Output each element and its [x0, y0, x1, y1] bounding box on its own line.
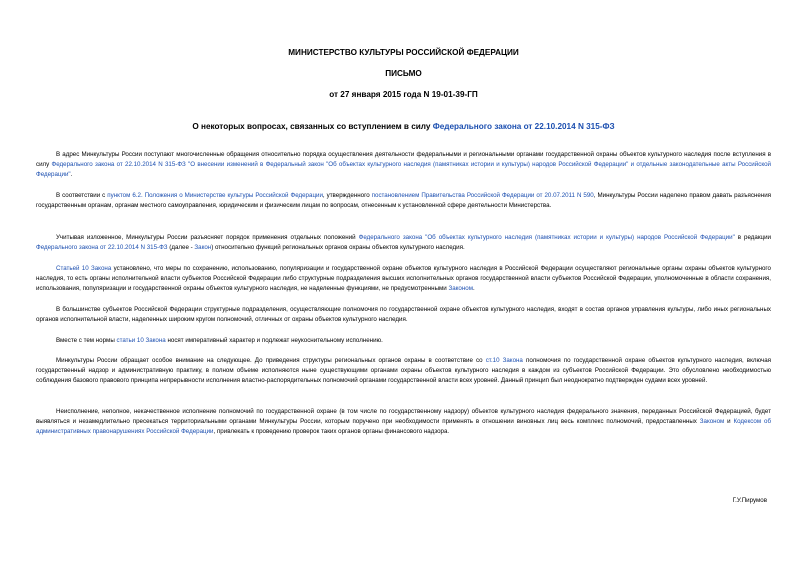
signature: Г.У.Пирумов	[732, 497, 767, 504]
paragraph-text: .	[472, 285, 475, 292]
paragraph-text: Учитывая изложенное, Минкультуры России разъясняет порядок применения отдельных положений	[56, 234, 359, 241]
paragraph-text: (далее -	[167, 244, 195, 251]
paragraph-text: Минкультуры России обращает особое внимание на следующее. До приведения структуры региональных органов охраны в соответствие со	[56, 357, 486, 364]
law-reference-link[interactable]: Кодексом об административных правонарушениях Российской Федерации	[36, 418, 771, 435]
paragraph-text: полномочия по государственной охране объектов культурного наследия, включая государственный надзор и административную практику, в полном объеме исполняются ныне существующими органами охраны объектов культурного наследия в каждом из субъектов Российской Федерации. Это обусловлено необходимостью соблюдения базового правового принципа непрерывности исполнения властно-распорядительных полномочий органами государственной власти всех уровней. Данный принцип был неоднократно подтвержден судами всех уровней.	[36, 357, 772, 384]
paragraph-8	[36, 407, 771, 437]
paragraph-text: , Минкультуры России наделено правом давать разъяснения государственным органам, органам местного самоуправления, юридическим и физическим лицам по вопросам, отнесенным к установленной сфере деятельности Министерства.	[36, 192, 772, 209]
paragraph-2	[36, 191, 771, 211]
law-reference-link[interactable]: Закон	[194, 244, 212, 251]
paragraph-text: и	[724, 418, 734, 425]
law-reference-link[interactable]: Законом	[699, 418, 725, 425]
paragraph-text: В большинстве субъектов Российской Федерации структурные подразделения, осуществляющие полномочия по государственной охране объектов культурного наследия, входят в состав органов управления культуры, либо иных региональных органов исполнительной власти, наделенных широким кругом полномочий, отличных от охраны объектов культурного наследия.	[36, 306, 771, 323]
paragraph-text: .	[70, 171, 73, 178]
paragraph-text: , утвержденного	[322, 192, 372, 199]
paragraph-3	[36, 233, 771, 253]
paragraph-1	[36, 150, 771, 180]
paragraph-text: носят императивный характер и подлежат неукоснительному исполнению.	[165, 337, 383, 344]
paragraph-text: , привлекать к проведению проверок таких органов органы финансового надзора.	[213, 428, 450, 435]
law-reference-link[interactable]: пунктом 6.2. Положения о Министерстве культуры Российской Федерации	[107, 192, 323, 199]
paragraph-text: установлено, что меры по сохранению, использованию, популяризации и государственной охране объектов культурного наследия в Российской Федерации осуществляют региональные органы охраны объектов культурного наследия, то есть органы исполнительной власти субъектов Российской Федерации либо структурные подразделения высших исполнительных органов государственной власти субъектов Российской Федерации, уполномоченные в области сохранения, использования, популяризации и государственной охраны объектов культурного наследия, не наделенные функциями, не предусмотренными	[36, 265, 771, 292]
paragraph-text: В адрес Минкультуры России поступают многочисленные обращения относительно порядка осуществления деятельности федеральными и региональными органами государственной охраны объектов культурного наследия после вступления в силу	[36, 151, 771, 168]
law-reference-link[interactable]: постановлением Правительства Российской Федерации от 20.07.2011 N 590	[371, 192, 594, 199]
law-reference-link[interactable]: Федерального закона "Об объектах культурного наследия (памятниках истории и культуры) народов Российской Федерации"	[358, 234, 735, 241]
paragraph-4	[36, 264, 771, 294]
ministry-title: МИНИСТЕРСТВО КУЛЬТУРЫ РОССИЙСКОЙ ФЕДЕРАЦИИ	[288, 48, 519, 57]
paragraph-5	[36, 305, 771, 325]
law-reference-link[interactable]: Законом	[448, 285, 473, 292]
paragraph-6	[36, 336, 771, 346]
law-reference-link[interactable]: Федерального закона от 22.10.2014 N 315-ФЗ	[36, 244, 168, 251]
paragraph-text: В соответствии с	[56, 192, 108, 199]
paragraph-7	[36, 356, 771, 386]
document-date-number: от 27 января 2015 года N 19-01-39-ГП	[329, 90, 478, 99]
law-reference-link[interactable]: Статьей 10 Закона	[56, 265, 112, 272]
law-reference-link[interactable]: ст.10 Закона	[485, 357, 523, 364]
law-reference-link[interactable]: Федерального закона от 22.10.2014 N 315-ФЗ "О внесении изменений в Федеральный закон "Об объектах культурного наследия (памятниках истории и культуры) народов Российской Федерации" и отдельные законодательные акты Российской Федерации"	[36, 161, 771, 178]
subject-text: О некоторых вопросах, связанных со вступлением в силу	[192, 122, 433, 131]
document-subject	[0, 122, 807, 132]
paragraph-text: в редакции	[734, 234, 772, 241]
law-reference-link[interactable]: статьи 10 Закона	[116, 337, 166, 344]
paragraph-text: Неисполнение, неполное, некачественное исполнение полномочий по государственной охране (в том числе по государственному надзору) объектов культурного наследия федерального значения, переданных Российской Федерацией, будет выявляться и незамедлительно пресекаться территориальными органами Минкультуры России, которым поручено при необходимости применять в отношении виновных лиц весь комплекс полномочий, предоставленных	[36, 408, 771, 425]
paragraph-text: ) относительно функций региональных органов охраны объектов культурного наследия.	[211, 244, 465, 251]
paragraph-text: Вместе с тем нормы	[56, 337, 117, 344]
document-type: ПИСЬМО	[385, 69, 422, 78]
subject-law-link[interactable]: Федерального закона от 22.10.2014 N 315-ФЗ	[432, 122, 615, 131]
